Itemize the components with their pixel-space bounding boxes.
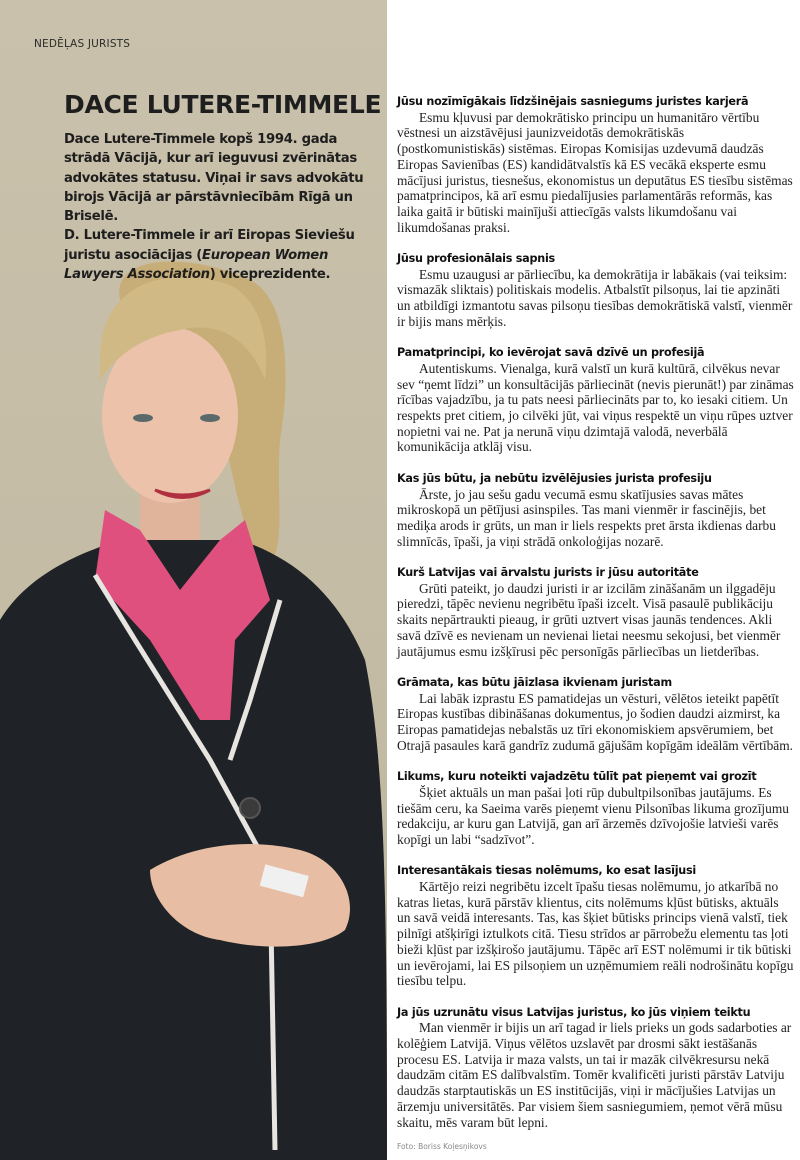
answer-text: Lai labāk izprastu ES pamatidejas un vēsturi, vēlētos ieteikt papētīt Eiropas kustības dibināšanas dokumentus, jo šodien daudzi aizmirst, ka Eiropas pamatidejas nebalstās uz tīri ekonomiskiem apsvērumiem, bet Otrajā pasaules karā gandrīz zudumā gājušām kopīgām ideālām vērtībām. <box>397 690 793 753</box>
intro-italic: European Women Lawyers Association <box>64 247 329 283</box>
question-heading: Kurš Latvijas vai ārvalstu jurists ir jūsu autoritāte <box>397 566 699 580</box>
photo-credit: Foto: Boriss Koļesņikovs <box>397 1141 487 1151</box>
page-title: DACE LUTERE-TIMMELE <box>64 90 382 119</box>
intro-text-3: ) viceprezidente. <box>209 267 331 283</box>
qa-section <box>397 769 795 848</box>
question-heading: Grāmata, kas būtu jāizlasa ikvienam juristam <box>397 675 672 689</box>
answer-text: Grūti pateikt, jo daudzi juristi ir ar izcilām zināšanām un ilggadēju pieredzi, tāpēc nevienu negribētu īpaši izcelt. Visā pasaulē publikāciju skaits nepārtraukti pieaug, ir grūti uztvert visas jaunās tendences. Akli savā dzīvē es nevienam un nevienai lietai neesmu sekojusi, bet vienmēr jautājumus esmu izšķīrusi pēc personīgās pārliecības un lietderības. <box>397 580 781 659</box>
answer-text: Esmu kļuvusi par demokrātisko principu un humanitāro vērtību vēstnesi un aizstāvējusi jaunizveidotās demokrātiskās (postkomunistiskās) sistēmas. Eiropas Komisijas uzdevumā daudzās Eiropas Savienības (ES) kandidātvalstīs kā ES vecākā eksperte esmu mācījusi juristus, tiesnešus, ekonomistus un deputātus ES tiesību sistēmas pamatprincipos, kā arī esmu piedalījusies parlamentārās reformās, kas laika gaitā ir būtiski mainījuši attiecīgās valsts likumdošanu vai likumdošanas praksi. <box>397 109 793 235</box>
qa-section <box>397 251 795 330</box>
question-heading: Jūsu profesionālais sapnis <box>397 252 555 266</box>
qa-section <box>397 345 795 455</box>
question-heading: Ja jūs uzrunātu visus Latvijas juristus, ko jūs viņiem teiktu <box>397 1005 751 1019</box>
question-heading: Jūsu nozīmīgākais līdzšinējais sasniegums juristes karjerā <box>397 95 749 108</box>
qa-section <box>397 565 795 659</box>
qa-section <box>397 675 795 754</box>
question-heading: Pamatprincipi, ko ievērojat savā dzīvē un profesijā <box>397 346 705 360</box>
question-heading: Likums, kuru noteikti vajadzētu tūlīt pat pieņemt vai grozīt <box>397 770 757 784</box>
answer-text: Ārste, jo jau sešu gadu vecumā esmu skatījusies savas mātes mikroskopā un pētījusi asinspiles. Tas mani vienmēr ir fascinējis, bet mediķa arods ir grūts, un man ir liels respekts pret ārsta ikdienas darbu slimnīcās, īpaši, ja viņi strādā onkoloģijas nozarē. <box>397 486 776 549</box>
intro-text: Dace Lutere-Timmele kopš 1994. gada strādā Vācijā, kur arī ieguvusi zvērinātas advokātes statusu. Viņai ir savs advokātu birojs Vācijā ar pārstāvniecībām Rīgā un Briselē. <box>64 132 364 225</box>
qa-section <box>397 1005 795 1131</box>
answer-text: Esmu uzaugusi ar pārliecību, ka demokrātija ir labākais (vai teiksim: vismazāk sliktais) politiskais modelis. Atbalstīt pilsoņus, lai tie apzināti un atbildīgi izmantotu savas pilsoņu tiesības demokrātiskā valstī, vienmēr ir bijis mans mērķis. <box>397 266 793 329</box>
interview-column <box>397 94 795 1151</box>
question-heading: Interesantākais tiesas nolēmums, ko esat lasījusi <box>397 864 696 878</box>
question-heading: Kas jūs būtu, ja nebūtu izvēlējusies jurista profesiju <box>397 471 712 485</box>
answer-text: Autentiskums. Vienalga, kurā valstī un kurā kultūrā, cilvēkus nevar sev “ņemt līdzi” un konsultācijās pārliecināt (nevis pierunāt!) par zināmas rīcības vajadzību, ja tu pats neesi pārliecināts par to, ko iesaki citiem. Un respekts pret citiem, jo cilvēki jūt, vai viņus respektē un viņu rūpes uztver nopietni vai ne. Pat ja nerunā viņu dzimtajā valodā, neverbālā komunikācija atklāj visu. <box>397 360 794 455</box>
intro-text-2: D. Lutere-Timmele ir arī Eiropas Sieviešu juristu asociācijas ( <box>64 228 355 263</box>
answer-text: Man vienmēr ir bijis un arī tagad ir liels prieks un gods sadarboties ar kolēģiem Latvijā. Viņus vēlētos uzslavēt par drosmi sākt iestāšanās procesu ES. Latvija ir maza valsts, un tai ir mazāk cilvēkresursu nekā daudzām citām ES dalībvalstīm. Tomēr kvalificēti juristi pārstāv Latviju daudzās starptautiskās un ES institūcijās, viņi ir mācījušies Latvijas un ārzemju universitātēs. Par visiem šiem sasniegumiem, ņemot vērā mūsu skaitu, mēs varam būt lepni. <box>397 1020 792 1130</box>
answer-text: Kārtējo reizi negribētu izcelt īpašu tiesas nolēmumu, jo atkarībā no katras lietas, kurā pārstāv klientus, cits nolēmums kļūst būtisks, aktuāls un savā veidā interesants. Tas, kas šķiet būtisks princips vienā valstī, tiek pilnīgi atšķirīgi iztulkots citā. Tiesu strīdos ar pārrobežu elementu tas ļoti bieži kļūst par izšķirošo jautājumu. Tāpēc arī EST nolēmumi ir tik būtiski un ievērojami, lai ES pilsoņiem un uzņēmumiem reāli nodrošinātu kopīgu tiesību telpu. <box>397 879 794 989</box>
qa-section <box>397 471 795 550</box>
qa-section <box>397 863 795 989</box>
portrait-panel <box>0 0 387 1160</box>
qa-section <box>397 94 795 235</box>
answer-text: Šķiet aktuāls un man pašai ļoti rūp dubultpilsonības jautājums. Es tiešām ceru, ka Saeima varēs pieņemt vienu Pilsonības likuma grozījumu redakciju, ar kuru gan Latvijā, gan arī ārzemēs dzīvojošie latvieši varēs kopīgi un labi “sadzīvot”. <box>397 784 789 847</box>
section-kicker: NEDĒĻAS JURISTS <box>34 38 131 50</box>
intro-paragraph <box>64 130 364 284</box>
